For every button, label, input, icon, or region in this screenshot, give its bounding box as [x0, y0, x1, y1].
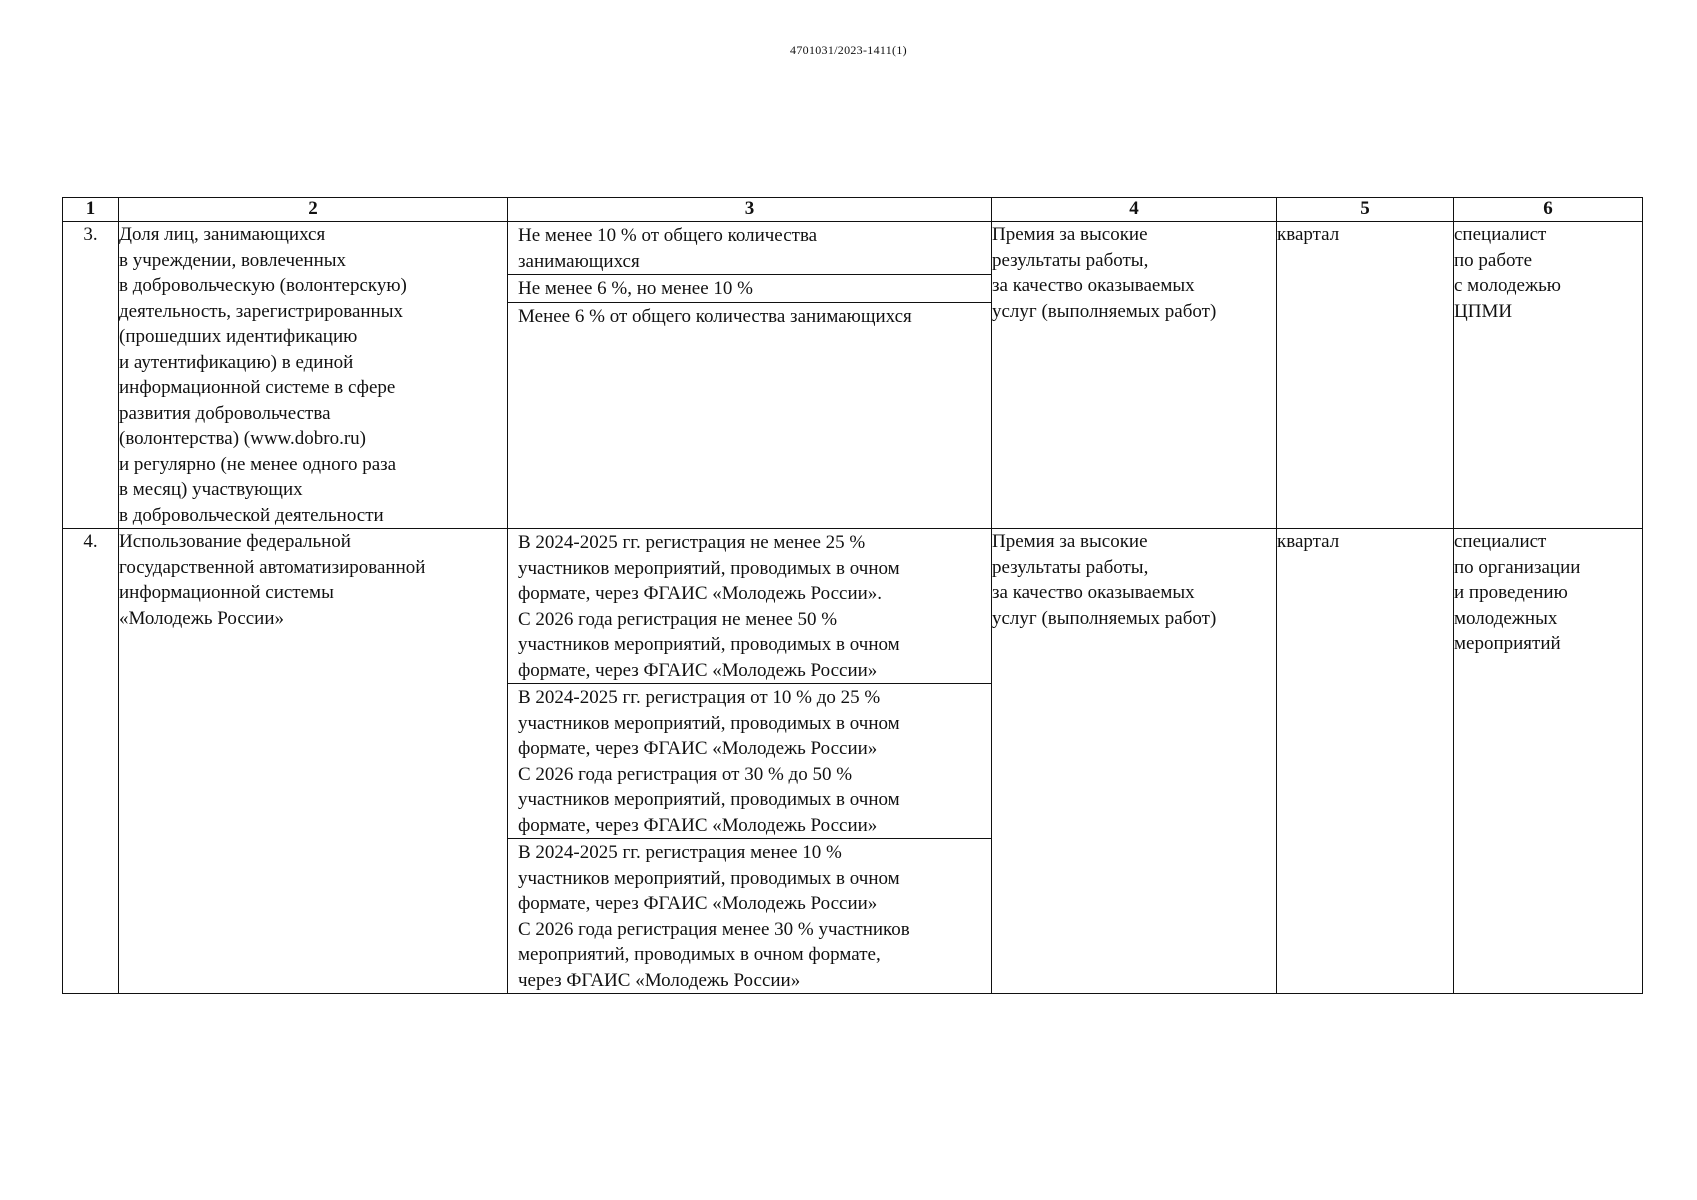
- criteria-cell: [508, 222, 992, 529]
- criterion-line: формате, через ФГАИС «Молодежь России»: [518, 659, 878, 681]
- indicator-line: в месяц) участвующих: [119, 479, 303, 500]
- column-header-4: 4: [992, 198, 1277, 222]
- responsible-line: по работе: [1454, 249, 1533, 271]
- indicator-line: в добровольческой деятельности: [119, 504, 384, 526]
- period-cell: квартал: [1277, 222, 1454, 529]
- indicator-cell: [119, 529, 508, 994]
- indicator-line: деятельность, зарегистрированных: [119, 300, 403, 322]
- column-header-3: 3: [508, 198, 992, 222]
- criterion-line: Менее 6 % от общего количества занимающихся: [518, 305, 912, 327]
- criterion-line: через ФГАИС «Молодежь России»: [518, 969, 801, 991]
- indicator-line: государственной автоматизированной: [119, 556, 426, 578]
- criteria-table: [62, 197, 1643, 994]
- indicator-line: Использование федеральной: [119, 531, 351, 552]
- criterion-line: участников мероприятий, проводимых в очном: [518, 712, 900, 734]
- criterion-line: С 2026 года регистрация менее 30 % участников: [518, 918, 910, 940]
- criterion-line: участников мероприятий, проводимых в очном: [518, 634, 900, 655]
- criterion-block: [508, 529, 991, 684]
- table-header-row: [63, 198, 1643, 222]
- criterion-block: [508, 839, 991, 993]
- basis-line: услуг (выполняемых работ): [992, 300, 1217, 322]
- indicator-line: и аутентификацию) в единой: [119, 351, 354, 373]
- basis-cell: [992, 222, 1277, 529]
- responsible-line: с молодежью: [1454, 275, 1561, 296]
- indicator-line: Доля лиц, занимающихся: [119, 224, 326, 245]
- basis-line: за качество оказываемых: [992, 582, 1195, 603]
- criterion-line: Не менее 10 % от общего количества: [518, 225, 818, 246]
- criterion-block: [508, 303, 991, 330]
- period-cell: квартал: [1277, 529, 1454, 994]
- indicator-line: информационной системе в сфере: [119, 377, 396, 398]
- criterion-line: Не менее 6 %, но менее 10 %: [518, 278, 753, 299]
- basis-line: Премия за высокие: [992, 224, 1148, 245]
- basis-line: услуг (выполняемых работ): [992, 607, 1217, 629]
- indicator-line: информационной системы: [119, 582, 334, 603]
- responsible-cell: [1454, 529, 1643, 994]
- responsible-line: по организации: [1454, 556, 1581, 578]
- indicator-line: «Молодежь России»: [119, 607, 285, 629]
- criterion-line: формате, через ФГАИС «Молодежь России».: [518, 583, 883, 604]
- table-row: [63, 529, 1643, 994]
- criterion-line: формате, через ФГАИС «Молодежь России»: [518, 738, 878, 759]
- responsible-line: специалист: [1454, 531, 1547, 552]
- basis-line: Премия за высокие: [992, 531, 1148, 552]
- criterion-block: [508, 222, 991, 275]
- criterion-line: формате, через ФГАИС «Молодежь России»: [518, 814, 878, 836]
- criterion-line: участников мероприятий, проводимых в очном: [518, 557, 900, 579]
- row-number: 3.: [63, 222, 119, 529]
- responsible-line: мероприятий: [1454, 633, 1561, 654]
- indicator-line: в учреждении, вовлеченных: [119, 249, 347, 271]
- responsible-line: и проведению: [1454, 582, 1568, 603]
- column-header-6: 6: [1454, 198, 1643, 222]
- indicator-line: развития добровольчества: [119, 402, 331, 424]
- criterion-block: [508, 684, 991, 839]
- criterion-line: В 2024-2025 гг. регистрация не менее 25 %: [518, 532, 866, 553]
- criterion-block: [508, 275, 991, 303]
- indicator-line: в добровольческую (волонтерскую): [119, 275, 407, 296]
- column-header-1: 1: [63, 198, 119, 222]
- responsible-cell: [1454, 222, 1643, 529]
- row-number: 4.: [63, 529, 119, 994]
- criteria-cell: [508, 529, 992, 994]
- basis-line: результаты работы,: [992, 249, 1149, 271]
- criterion-line: В 2024-2025 гг. регистрация менее 10 %: [518, 842, 842, 863]
- criterion-line: занимающихся: [518, 250, 640, 272]
- document-number: 4701031/2023-1411(1): [790, 43, 907, 57]
- criterion-line: участников мероприятий, проводимых в очном: [518, 789, 900, 810]
- indicator-line: и регулярно (не менее одного раза: [119, 453, 397, 475]
- criterion-line: участников мероприятий, проводимых в очном: [518, 867, 900, 889]
- basis-cell: [992, 529, 1277, 994]
- responsible-line: специалист: [1454, 224, 1547, 245]
- basis-line: за качество оказываемых: [992, 275, 1195, 296]
- basis-line: результаты работы,: [992, 556, 1149, 578]
- indicator-line: (волонтерства) (www.dobro.ru): [119, 428, 367, 449]
- criterion-line: В 2024-2025 гг. регистрация от 10 % до 25 %: [518, 687, 881, 708]
- responsible-line: ЦПМИ: [1454, 300, 1513, 322]
- criterion-line: С 2026 года регистрация не менее 50 %: [518, 608, 838, 630]
- criterion-line: С 2026 года регистрация от 30 % до 50 %: [518, 763, 853, 785]
- responsible-line: молодежных: [1454, 607, 1558, 629]
- column-header-2: 2: [119, 198, 508, 222]
- table-row: [63, 222, 1643, 529]
- column-header-5: 5: [1277, 198, 1454, 222]
- indicator-line: (прошедших идентификацию: [119, 326, 358, 347]
- criterion-line: формате, через ФГАИС «Молодежь России»: [518, 893, 878, 914]
- indicator-cell: [119, 222, 508, 529]
- criterion-line: мероприятий, проводимых в очном формате,: [518, 944, 881, 965]
